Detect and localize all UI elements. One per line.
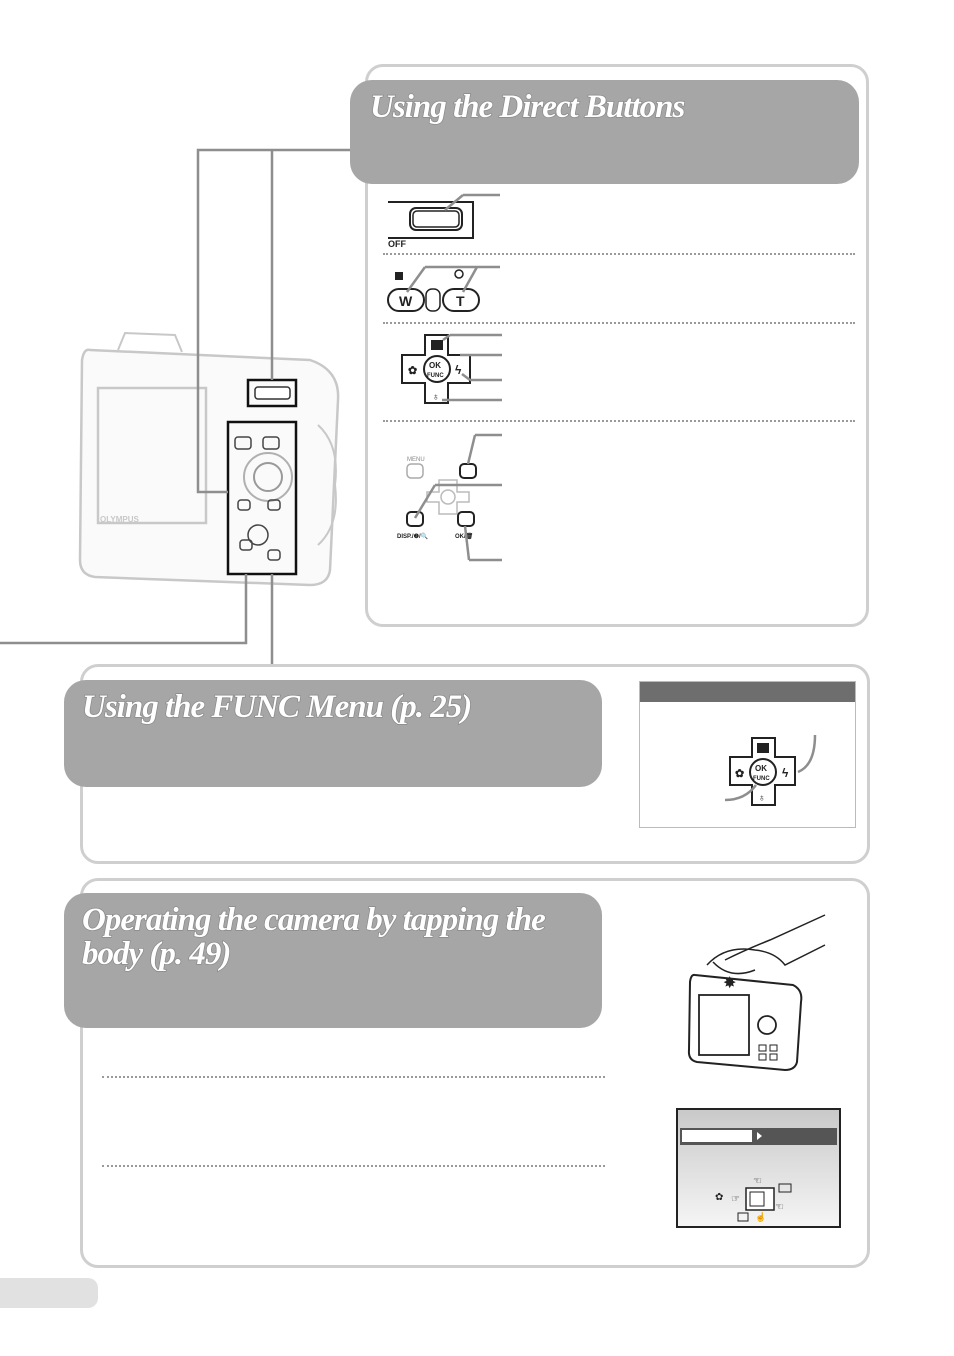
- screen-arrow-icon: [757, 1132, 762, 1140]
- divider: [383, 420, 855, 422]
- arrow-pad-icon: [390, 330, 510, 410]
- svg-text:OLYMPUS: OLYMPUS: [100, 515, 139, 524]
- svg-text:☝: ☝: [755, 1212, 767, 1222]
- menu-buttons-icon: [385, 430, 510, 565]
- tap-control-screen-icon: [676, 1108, 841, 1228]
- svg-text:☜: ☜: [753, 1176, 762, 1187]
- func-pad-icon: [720, 735, 830, 820]
- camera-illustration: [0, 145, 360, 670]
- svg-text:OK: OK: [755, 764, 767, 773]
- svg-text:OK: OK: [429, 361, 441, 370]
- screen-selected-field: [682, 1130, 752, 1142]
- svg-text:☞: ☞: [731, 1194, 740, 1205]
- svg-text:FUNC: FUNC: [753, 776, 770, 782]
- tap-title-line1: Operating the camera by tapping the: [82, 902, 545, 938]
- tap-title-line2: body (p. 49): [82, 936, 231, 972]
- svg-text:✿: ✿: [408, 365, 418, 377]
- zoom-buttons-icon: [385, 262, 510, 317]
- page-number-tab: [0, 1278, 98, 1308]
- svg-text:ϟ: ϟ: [782, 766, 789, 780]
- svg-text:✸: ✸: [723, 975, 737, 992]
- svg-text:MENU: MENU: [407, 457, 425, 463]
- screen-header-bar: [680, 1128, 837, 1145]
- svg-text:♁: ♁: [432, 392, 440, 403]
- svg-text:✿: ✿: [735, 768, 745, 780]
- divider: [102, 1076, 605, 1078]
- svg-text:T: T: [456, 293, 465, 309]
- svg-text:FUNC: FUNC: [427, 373, 444, 379]
- svg-text:DISP./❷/🔍: DISP./❷/🔍: [397, 534, 429, 540]
- divider: [383, 253, 855, 255]
- svg-text:OFF: OFF: [388, 239, 406, 249]
- svg-text:✿: ✿: [715, 1192, 724, 1203]
- func-menu-title: Using the FUNC Menu (p. 25): [82, 689, 472, 725]
- power-button-icon: [385, 190, 510, 250]
- direct-buttons-title: Using the Direct Buttons: [370, 89, 685, 125]
- svg-text:☜: ☜: [775, 1202, 784, 1213]
- screen-tap-diagram-icon: [713, 1170, 808, 1225]
- divider: [102, 1165, 605, 1167]
- tap-camera-illustration: [685, 910, 845, 1080]
- svg-text:OK/🗑: OK/🗑: [455, 534, 474, 540]
- svg-text:♁: ♁: [758, 793, 766, 804]
- func-sidebar-header: [640, 682, 855, 702]
- svg-text:W: W: [399, 293, 413, 309]
- divider: [383, 322, 855, 324]
- svg-text:ϟ: ϟ: [455, 363, 462, 377]
